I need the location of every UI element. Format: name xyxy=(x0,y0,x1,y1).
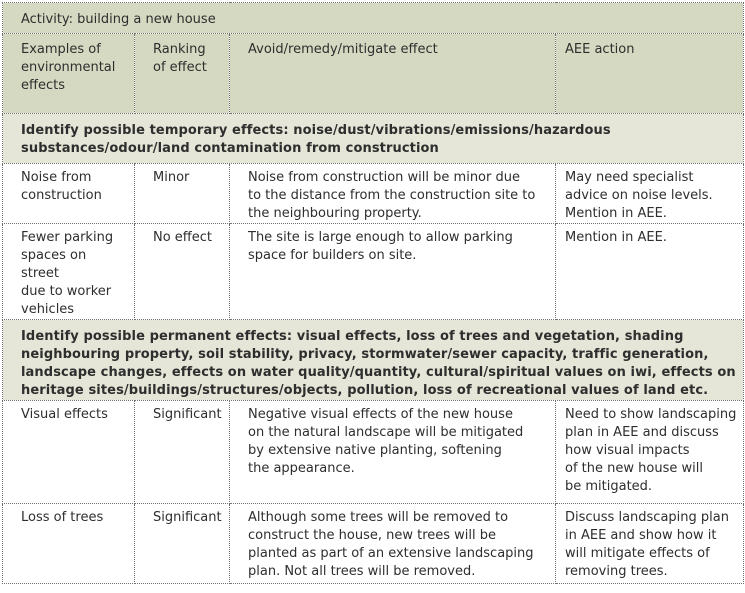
effect-cell: Fewer parking spaces on street due to worker vehicles xyxy=(21,230,114,317)
mitigation-cell: Negative visual effects of the new house on the natural landscape will be mitigated by extensive native planting, softening the appearance. xyxy=(248,407,524,476)
aee-action-cell: Need to show landscaping plan in AEE and discuss how visual impacts of the new house will be mitigated. xyxy=(565,407,737,494)
header-row xyxy=(3,34,744,114)
table-row xyxy=(3,504,744,584)
ranking-cell: No effect xyxy=(153,230,213,245)
environmental-effects-table xyxy=(2,2,744,584)
effect-cell: Visual effects xyxy=(21,407,108,422)
aee-action-cell: Discuss landscaping plan in AEE and show how it will mitigate effects of removing trees. xyxy=(565,510,729,579)
table-row xyxy=(3,164,744,224)
mitigation-cell: Noise from construction will be minor due to the distance from the construction site to the neighbouring property. xyxy=(248,170,536,221)
section-heading-permanent: Identify possible permanent effects: visual effects, loss of trees and vegetation, shading neighbouring property, soil stability, privacy, stormwater/sewer capacity, traffic generation, landscape changes, effects on water quality/quantity, cultural/spiritual values on iwi, effects on heritage sites/buildings/structures/objects, pollution, loss of recreational values of land etc. xyxy=(3,320,744,401)
header-effects: Examples of environmental effects xyxy=(21,42,116,93)
section-heading-temporary: Identify possible temporary effects: noise/dust/vibrations/emissions/hazardous substances/odour/land contamination from construction xyxy=(3,114,744,164)
ranking-cell: Significant xyxy=(153,407,222,422)
mitigation-cell: The site is large enough to allow parking space for builders on site. xyxy=(248,230,513,263)
table-row xyxy=(3,401,744,504)
section-heading-row xyxy=(3,320,744,401)
table-title: Activity: building a new house xyxy=(3,3,744,34)
aee-action-cell: Mention in AEE. xyxy=(565,230,667,245)
effect-cell: Loss of trees xyxy=(21,510,104,525)
header-aee-action: AEE action xyxy=(565,42,635,57)
section-heading-row xyxy=(3,114,744,164)
ranking-cell: Significant xyxy=(153,510,222,525)
mitigation-cell: Although some trees will be removed to construct the house, new trees will be planted as part of an extensive landscaping plan. Not all trees will be removed. xyxy=(248,510,534,579)
table-row xyxy=(3,224,744,320)
header-mitigation: Avoid/remedy/mitigate effect xyxy=(248,42,438,57)
effect-cell: Noise from construction xyxy=(21,170,102,203)
header-ranking: Ranking of effect xyxy=(153,42,207,75)
table-title-row xyxy=(3,3,744,34)
aee-action-cell: May need specialist advice on noise levels. Mention in AEE. xyxy=(565,170,713,221)
ranking-cell: Minor xyxy=(153,170,190,185)
